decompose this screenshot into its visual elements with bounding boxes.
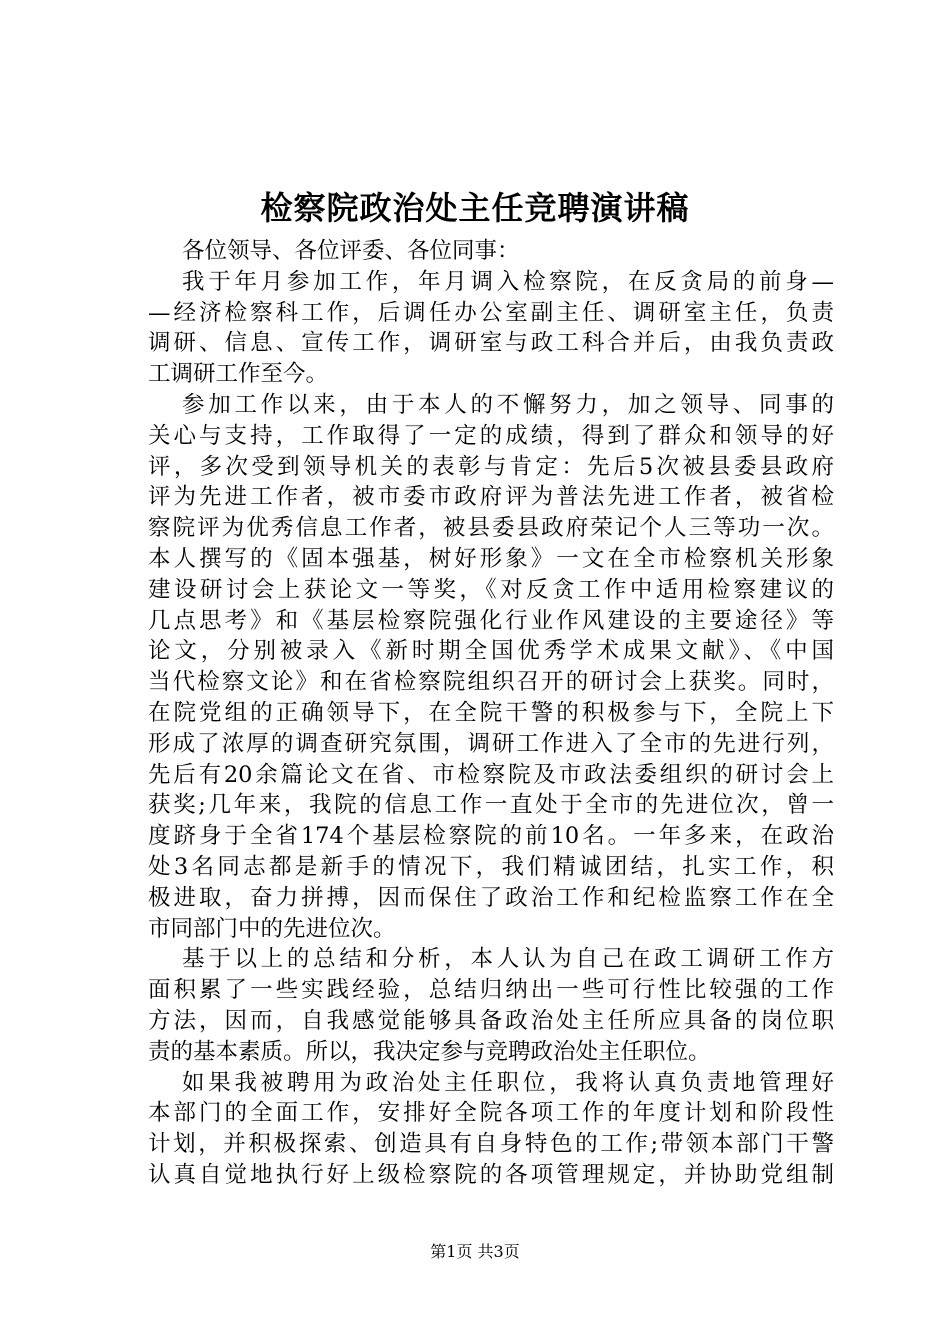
paragraph-line: 本部门的全面工作，安排好全院各项工作的年度计划和阶段性 — [148, 1100, 834, 1127]
paragraph-line: 几点思考》和《基层检察院强化行业作风建设的主要途径》等 — [148, 607, 834, 634]
paragraph-line: 本人撰写的《固本强基，树好形象》一文在全市检察机关形象 — [148, 545, 834, 572]
paragraph-line: 参加工作以来，由于本人的不懈努力，加之领导、同事的 — [182, 391, 834, 418]
paragraph-line: 基于以上的总结和分析，本人认为自己在政工调研工作方 — [182, 946, 834, 973]
paragraph-line: 市同部门中的先进位次。 — [148, 915, 396, 942]
paragraph-line: 当代检察文论》和在省检察院组织召开的研讨会上获奖。同时， — [148, 669, 834, 696]
paragraph-line: 察院评为优秀信息工作者，被县委县政府荣记个人三等功一次。 — [148, 515, 834, 542]
page-number-footer: 第1页 共3页 — [430, 1242, 520, 1261]
paragraph-line: 评，多次受到领导机关的表彰与肯定：先后5次被县委县政府 — [148, 453, 834, 480]
paragraph-line: 处3名同志都是新手的情况下，我们精诚团结，扎实工作，积 — [148, 853, 834, 880]
paragraph-line: 如果我被聘用为政治处主任职位，我将认真负责地管理好 — [182, 1069, 834, 1096]
paragraph-line: 工调研工作至今。 — [148, 361, 329, 388]
paragraph-line: 关心与支持，工作取得了一定的成绩，得到了群众和领导的好 — [148, 422, 834, 449]
document-title: 检察院政治处主任竞聘演讲稿 — [260, 189, 690, 227]
paragraph-line: 调研、信息、宣传工作，调研室与政工科合并后，由我负责政 — [148, 330, 834, 357]
paragraph-line: 责的基本素质。所以，我决定参与竞聘政治处主任职位。 — [148, 1038, 711, 1065]
paragraph-line: 先后有20余篇论文在省、市检察院及市政法委组织的研讨会上 — [148, 761, 834, 788]
paragraph-line: 计划，并积极探索、创造具有自身特色的工作;带领本部门干警 — [148, 1131, 834, 1158]
paragraph-line: 极进取，奋力拼搏，因而保住了政治工作和纪检监察工作在全 — [148, 884, 834, 911]
paragraph-line: 评为先进工作者，被市委市政府评为普法先进工作者，被省检 — [148, 484, 834, 511]
paragraph-line: 获奖;几年来，我院的信息工作一直处于全市的先进位次，曾一 — [148, 792, 834, 819]
paragraph-line: 认真自觉地执行好上级检察院的各项管理规定，并协助党组制 — [148, 1161, 834, 1188]
paragraph-line: 我于年月参加工作，年月调入检察院，在反贪局的前身— — [182, 268, 834, 295]
paragraph-line: 形成了浓厚的调查研究氛围，调研工作进入了全市的先进行列， — [148, 730, 834, 757]
paragraph-line: 度跻身于全省174个基层检察院的前10名。一年多来，在政治 — [148, 823, 834, 850]
paragraph-line: 建设研讨会上获论文一等奖，《对反贪工作中适用检察建议的 — [148, 576, 834, 603]
paragraph-line: —经济检察科工作，后调任办公室副主任、调研室主任，负责 — [148, 299, 834, 326]
salutation-line: 各位领导、各位评委、各位同事： — [182, 238, 520, 264]
paragraph-line: 论文，分别被录入《新时期全国优秀学术成果文献》、《中国 — [148, 638, 834, 665]
paragraph-line: 方法，因而，自我感觉能够具备政治处主任所应具备的岗位职 — [148, 1007, 834, 1034]
document-body — [148, 236, 834, 1191]
paragraph-line: 在院党组的正确领导下，在全院干警的积极参与下，全院上下 — [148, 699, 834, 726]
paragraph-line: 面积累了一些实践经验，总结归纳出一些可行性比较强的工作 — [148, 977, 834, 1004]
